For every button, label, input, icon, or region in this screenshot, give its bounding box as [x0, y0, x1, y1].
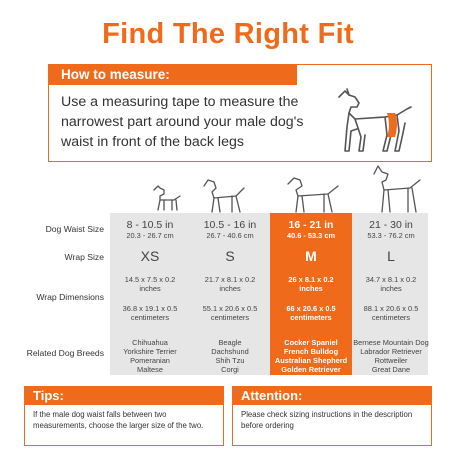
attention-box [232, 386, 432, 446]
attention-text: Please check sizing instructions in the description before ordering [241, 410, 413, 430]
waist-size-cm: 26.7 - 40.6 cm [206, 231, 254, 240]
breed-name: Shih Tzu [215, 356, 245, 365]
waist-size-cm: 40.6 - 53.3 cm [286, 231, 336, 240]
attention-heading: Attention: [233, 387, 431, 405]
wrap-size: XS [140, 248, 160, 264]
breed-name: Golden Retriever [281, 365, 341, 374]
dimensions-inches-unit: inches [380, 284, 402, 293]
breed-name: Dachshund [211, 347, 249, 356]
small-dog-icon [150, 182, 184, 212]
tips-text: If the male dog waist falls between two measurements, choose the larger size of the two. [33, 410, 204, 430]
tips-box [24, 386, 224, 446]
dimensions-cm: 36.8 x 19.1 x 0.5 [122, 304, 178, 313]
large-dog-icon [282, 172, 342, 214]
waist-size-cm: 53.3 - 76.2 cm [367, 231, 415, 240]
breed-name: Pomeranian [130, 356, 170, 365]
breed-name: Yorkshire Terrier [123, 347, 177, 356]
wrap-size: S [225, 248, 235, 264]
row-label-breeds: Related Dog Breeds [26, 348, 104, 358]
breed-name: French Bulldog [283, 347, 339, 356]
waist-size-inches: 16 - 21 in [288, 219, 334, 231]
breed-name: Chihuahua [132, 338, 168, 347]
row-label-dimensions: Wrap Dimensions [36, 292, 104, 302]
dimensions-cm-unit: centimeters [130, 313, 170, 322]
tips-heading: Tips: [25, 387, 223, 405]
dimensions-cm: 66 x 20.6 x 0.5 [286, 304, 336, 313]
dimensions-inches: 34.7 x 8.1 x 0.2 [365, 275, 417, 284]
wrap-size: M [305, 248, 317, 264]
dimensions-cm-unit: centimeters [371, 313, 411, 322]
breed-name: Labrador Retriever [360, 347, 422, 356]
dimensions-inches: 26 x 8.1 x 0.2 [288, 275, 334, 284]
dimensions-inches-unit: inches [139, 284, 161, 293]
dimensions-inches: 14.5 x 7.5 x 0.2 [124, 275, 176, 284]
breed-name: Beagle [218, 338, 242, 347]
waist-size-inches: 21 - 30 in [369, 219, 413, 231]
dimensions-cm: 55.1 x 20.6 x 0.5 [202, 304, 258, 313]
breed-name: Maltese [137, 365, 163, 374]
great-dane-icon [366, 164, 426, 214]
dimensions-inches-unit: inches [299, 284, 323, 293]
dimensions-inches-unit: inches [219, 284, 241, 293]
medium-dog-icon [200, 176, 248, 214]
dimensions-cm: 88.1 x 20.6 x 0.5 [363, 304, 419, 313]
breed-name: Great Dane [371, 365, 411, 374]
dimensions-cm-unit: centimeters [210, 313, 250, 322]
waist-size-inches: 10.5 - 16 in [203, 219, 257, 231]
how-to-measure-text: Use a measuring tape to measure the narrowest part around your male dog's waist in front of the back legs [61, 94, 304, 150]
how-to-measure-heading: How to measure: [49, 65, 297, 85]
dog-with-wrap-icon [325, 79, 425, 159]
breed-name: Cocker Spaniel [284, 338, 338, 347]
breed-name: Bernese Mountain Dog [353, 338, 429, 347]
waist-size-cm: 20.3 - 26.7 cm [126, 231, 174, 240]
how-to-measure-box [48, 64, 432, 162]
waist-size-inches: 8 - 10.5 in [126, 219, 174, 231]
row-label-waist: Dog Waist Size [45, 224, 104, 234]
wrap-size: L [387, 248, 395, 264]
dimensions-cm-unit: centimeters [290, 313, 332, 322]
breed-name: Corgi [221, 365, 239, 374]
breed-name: Australian Shepherd [274, 356, 348, 365]
dimensions-inches: 21.7 x 8.1 x 0.2 [204, 275, 256, 284]
row-label-wrap: Wrap Size [64, 252, 104, 262]
breed-name: Rottweiler [374, 356, 408, 365]
page-title: Find The Right Fit [102, 18, 354, 50]
